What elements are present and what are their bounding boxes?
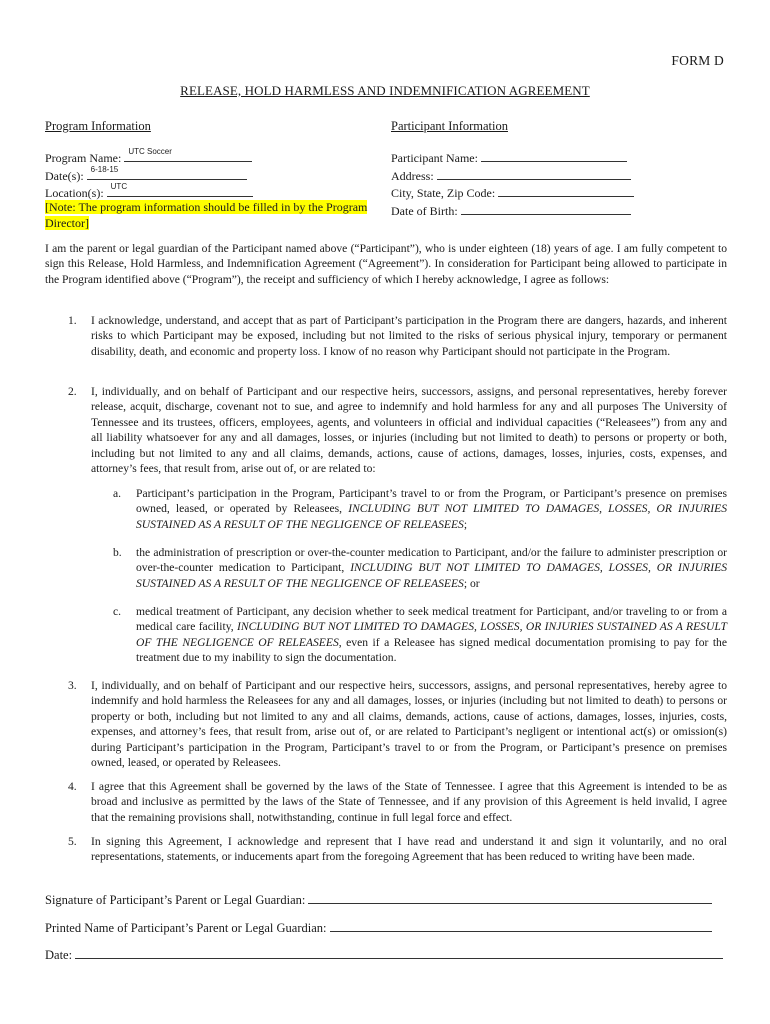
printed-name-row: [45, 920, 727, 936]
participant-city-row: [391, 184, 634, 202]
program-dates-label: Date(s):: [45, 168, 84, 183]
sub-item-letter: a.: [113, 487, 122, 500]
program-name-field[interactable]: [124, 149, 252, 162]
program-location-value: UTC: [110, 182, 128, 191]
participant-address-row: [391, 167, 634, 185]
item-number: 5.: [68, 835, 77, 848]
sub-item-text: [136, 486, 727, 532]
sub-item-caps: INCLUDING BUT NOT LIMITED TO DAMAGES, LOSSES, OR INJURIES SUSTAINED AS A RESULT OF THE NEGLIGENCE OF RELEASEES: [136, 620, 727, 649]
item-number: 2.: [68, 385, 77, 398]
sub-item-caps: INCLUDING BUT NOT LIMITED TO DAMAGES, LOSSES, OR INJURIES SUSTAINED AS A RESULT OF THE NEGLIGENCE OF RELEASEES: [136, 561, 727, 590]
sub-item-body: medical treatment of Participant, any decision whether to seek medical treatment for Participant, and/or traveling to or from a medical care facility,: [136, 605, 727, 634]
date-label: Date:: [45, 948, 73, 962]
sub-item-letter: c.: [113, 605, 122, 618]
printed-name-field[interactable]: [330, 920, 712, 932]
participant-city-label: City, State, Zip Code:: [391, 186, 496, 200]
program-dates-row: [45, 164, 253, 185]
date-field[interactable]: [75, 947, 723, 959]
note-text: Note: The program information should be filled in by the Program Director]: [45, 200, 368, 230]
signature-label: Signature of Participant’s Parent or Legal Guardian:: [45, 893, 306, 907]
participant-address-field[interactable]: [437, 167, 631, 180]
sub-item-caps: INCLUDING BUT NOT LIMITED TO DAMAGES, LOSSES, OR INJURIES SUSTAINED AS A RESULT OF THE NEGLIGENCE OF RELEASEES: [136, 502, 727, 531]
item-text: I, individually, and on behalf of Participant and our respective heirs, successors, assigns, and personal representatives, hereby agree to indemnify and hold harmless the Releasees for any and all damages, losses, or injuries (including but not limited to death) to persons or property or both, including but not limited to any and all claims, demands, actions, cause of actions, damages, losses, injuries, costs, expenses, and attorney’s fees, that result from, arise out of, or are related to Participant’s negligent or intentional act(s) or omission(s) during Participant’s participation in the Program, Participant’s travel to or from the Program, or Participant’s presence on premises owned, leased, or operated by Releasees.: [91, 679, 727, 770]
document-title: RELEASE, HOLD HARMLESS AND INDEMNIFICATION AGREEMENT: [180, 83, 590, 98]
participant-city-field[interactable]: [498, 184, 634, 197]
item-text: I agree that this Agreement shall be governed by the laws of the State of Tennessee. I agree that this Agreement is intended to be as broad and inclusive as permitted by the laws of the State of Tennessee, and if any provision of this Agreement is held invalid, I agree that the remaining provisions shall, notwithstanding, continue in full legal force and effect.: [91, 780, 727, 824]
participant-name-label: Participant Name:: [391, 151, 478, 165]
sub-item-tail: ;: [463, 517, 468, 531]
note-bracket: [: [45, 200, 49, 214]
program-name-value: UTC Soccer: [128, 147, 172, 156]
program-location-field[interactable]: [107, 184, 253, 197]
sub-item-letter: b.: [113, 546, 122, 559]
signature-field[interactable]: [308, 892, 712, 904]
participant-name-field[interactable]: [481, 149, 627, 162]
item-text: In signing this Agreement, I acknowledge and represent that I have read and understand it and sign it voluntarily, and no oral representations, statements, or inducements apart from the foregoing Agreement that has been reduced to writing have been made.: [91, 835, 727, 864]
participant-dob-field[interactable]: [461, 202, 631, 215]
sub-item-tail: ; or: [463, 576, 480, 590]
item-text: I, individually, and on behalf of Participant and our respective heirs, successors, assigns, and personal representatives, hereby forever release, acquit, discharge, covenant not to sue, and agree to indemnify and hold harmless for any and all purposes The University of Tennessee and its trustees, officers, employees, agents, and volunteers in official and individual capacities (“Releasees”) from any and all liability whatsoever for any and all damages, losses, or injuries (including but not limited to death) to persons or property or both, including but not limited to any and all claims, demands, actions, cause of actions, damages, losses, injuries, costs, expenses, and attorney’s fees, that result from, arise out of, or are related to:: [91, 385, 727, 476]
participant-name-row: [391, 149, 634, 167]
program-info-heading: Program Information: [45, 119, 151, 133]
date-row: [45, 947, 727, 963]
program-name-row: [45, 149, 253, 167]
participant-info-block: [391, 149, 634, 219]
sub-item-tail: , even if a Releasee has signed medical documentation promising to pay for the treatment due to my inability to sign the documentation.: [136, 635, 727, 665]
item-number: 3.: [68, 679, 77, 692]
intro-paragraph: I am the parent or legal guardian of the Participant named above (“Participant”), who is under eighteen (18) years of age. I am fully competent to sign this Release, Hold Harmless, and Indemnification Agreement (“Agreement”). In consideration for Participant being allowed to participate in the Program identified above (“Program”), the receipt and sufficiency of which I hereby acknowledge, I agree as follows:: [45, 242, 727, 286]
printed-name-label: Printed Name of Participant’s Parent or Legal Guardian:: [45, 921, 327, 935]
program-dates-field[interactable]: [87, 164, 247, 180]
sub-item-text: [136, 604, 727, 666]
sub-item-body: Participant’s participation in the Program, Participant’s travel to or from the Program, or Participant’s presence on premises owned, leased, or operated by Releasees,: [136, 487, 727, 516]
sub-item-body: the administration of prescription or over-the-counter medication to Participant, and/or the failure to administer prescription or over-the-counter medication to Participant,: [136, 546, 727, 575]
program-dates-value: 6-18-15: [90, 164, 119, 174]
program-location-label: Location(s):: [45, 186, 104, 200]
participant-dob-label: Date of Birth:: [391, 203, 458, 218]
participant-address-label: Address:: [391, 168, 434, 183]
program-name-label: Program Name:: [45, 151, 122, 165]
participant-dob-row: [391, 202, 634, 220]
program-info-block: [45, 149, 253, 202]
item-text: I acknowledge, understand, and accept that as part of Participant’s participation in the Program there are dangers, hazards, and inherent risks to which Participant may be exposed, including but not limited to the risks of serious physical injury, temporary or permanent disability, death, and economic and property loss. I know of no reason why Participant should not participate in the Program.: [91, 314, 727, 358]
signature-row: [45, 892, 727, 908]
item-number: 4.: [68, 780, 77, 793]
participant-info-heading: Participant Information: [391, 119, 508, 133]
sub-item-text: [136, 545, 727, 591]
item-number: 1.: [68, 314, 77, 327]
program-director-note: [45, 199, 385, 231]
form-id: FORM D: [671, 53, 724, 68]
